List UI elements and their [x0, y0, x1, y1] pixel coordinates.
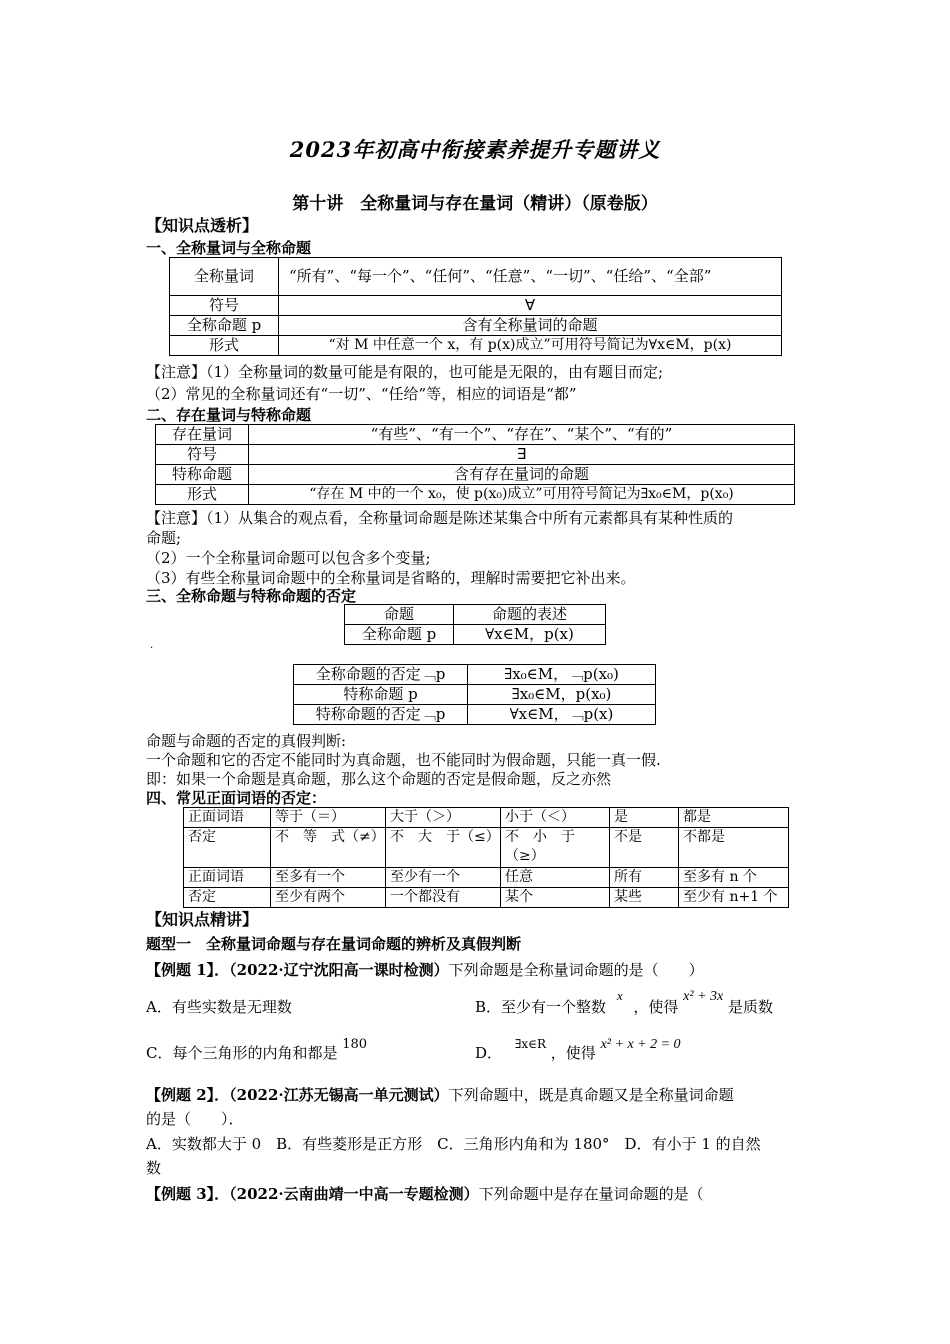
option-d-mid: ，使得 [550, 1044, 596, 1062]
table-cell: 是 [610, 808, 679, 828]
example1 [146, 960, 704, 980]
table-cell: 不是 [610, 828, 679, 868]
table-cell: 不 等 式（≠） [271, 828, 386, 868]
table-cell: 一个都没有 [386, 888, 501, 908]
example2-question: 下列命题中，既是真命题又是全称量词命题 [448, 1086, 734, 1104]
table-cell: 命题 [345, 605, 454, 625]
table-cell: 所有 [610, 868, 679, 888]
table-cell: 含有全称量词的命题 [279, 316, 782, 336]
knowledge-heading: 【知识点透析】 [146, 216, 259, 235]
note-text: 【注意】（1）全称量词的数量可能是有限的，也可能是无限的，由有题目而定; [146, 363, 664, 381]
option-b-var: x [616, 988, 623, 1003]
judge-text: 即：如果一个命题是真命题，那么这个命题的否定是假命题，反之亦然 [146, 770, 612, 788]
lecture-subtitle: 第十讲 全称量词与存在量词（精讲）（原卷版） [292, 194, 658, 214]
negation-table-1 [344, 604, 606, 645]
table-cell: 正面词语 [184, 808, 271, 828]
table-cell: ∀x∈M，﹁p(x) [468, 705, 656, 725]
option-d-text: D． [475, 1044, 503, 1062]
table-cell: 含有存在量词的命题 [249, 465, 795, 485]
option-b [475, 988, 774, 1019]
note-text: （3）有些全称量词命题中的全称量词是省略的，理解时需要把它补出来。 [146, 569, 636, 587]
note-text: （2）一个全称量词命题可以包含多个变量; [146, 549, 431, 567]
example3-question: 下列命题中是存在量词命题的是（ [478, 1185, 704, 1203]
lecture-heading: 【知识点精讲】 [146, 910, 259, 929]
negation-table-2 [293, 664, 656, 725]
example2-options: A．实数都大于 0 B．有些菱形是正方形 C．三角形内角和为 180° D．有小于 1 的自然 [146, 1135, 761, 1153]
table-cell: 至多有 n 个 [679, 868, 789, 888]
table-cell: 否定 [184, 828, 271, 868]
option-b-tail: ，使得 [633, 998, 679, 1016]
table-cell: 全称命题 p [345, 625, 454, 645]
option-c [146, 1037, 368, 1065]
table-cell: ∃ [249, 445, 795, 465]
table-cell: 小于（＜） [501, 808, 610, 828]
note-text: 命题; [146, 529, 182, 547]
table-cell: 某个 [501, 888, 610, 908]
table-cell: ∃x₀∈M，﹁p(x₀) [468, 665, 656, 685]
example3-head: 【例题 3】．（2022·云南曲靖一中高一专题检测） [146, 1185, 479, 1203]
section4-heading: 四、常见正面词语的否定： [146, 789, 327, 807]
table-cell: 形式 [156, 485, 249, 505]
section3-heading: 三、全称命题与特称命题的否定 [146, 587, 357, 605]
table-cell: 大于（＞） [386, 808, 501, 828]
table-cell: “对 M 中任意一个 x，有 p(x)成立”可用符号简记为∀x∈M，p(x) [279, 336, 782, 356]
option-a: A．有些实数是无理数 [146, 998, 292, 1016]
universal-quantifier-table [169, 257, 782, 356]
example1-question: 下列命题是全称量词命题的是（ ） [448, 961, 704, 979]
table-cell: 不 大 于（≤） [386, 828, 501, 868]
example2-head: 【例题 2】．（2022·江苏无锡高一单元测试） [146, 1086, 449, 1104]
table-cell: 全称量词 [170, 258, 279, 296]
example1-head: 【例题 1】．（2022·辽宁沈阳高一课时检测） [146, 961, 449, 979]
judge-title: 命题与命题的否定的真假判断: [146, 732, 347, 750]
table-cell: 任意 [501, 868, 610, 888]
page-title: 2023年初高中衔接素养提升专题讲义 [289, 137, 661, 162]
table-cell: ∀x∈M，p(x) [454, 625, 606, 645]
example2-line4: 数 [146, 1159, 162, 1177]
table-cell: 至少有一个 [386, 868, 501, 888]
table-cell: 形式 [170, 336, 279, 356]
table-cell: 至少有两个 [271, 888, 386, 908]
table-cell: 全称命题 p [170, 316, 279, 336]
table-cell: 特称命题 p [294, 685, 468, 705]
note-text: （2）常见的全称量词还有“一切”、“任给”等，相应的词语是“都” [146, 385, 577, 403]
table-cell: “存在 M 中的一个 x₀，使 p(x₀)成立”可用符号简记为∃x₀∈M，p(x₀) [249, 485, 795, 505]
table-cell: 正面词语 [184, 868, 271, 888]
table-cell: 不都是 [679, 828, 789, 868]
table-cell: “有些”、“有一个”、“存在”、“某个”、“有的” [249, 425, 795, 445]
stray-dot: . [150, 640, 154, 651]
negation-words-table [183, 807, 789, 908]
type1-heading: 题型一 全称量词命题与存在量词命题的辨析及真假判断 [146, 935, 522, 953]
table-cell: 等于（＝） [271, 808, 386, 828]
option-b-expr: x² + 3x [683, 989, 724, 1004]
note-text: 【注意】（1）从集合的观点看，全称量词命题是陈述某集合中所有元素都具有某种性质的 [146, 509, 734, 527]
table-cell: 否定 [184, 888, 271, 908]
section2-heading: 二、存在量词与特称命题 [146, 406, 312, 424]
existential-quantifier-table [155, 424, 795, 505]
table-cell: 不 小 于（≥） [501, 828, 610, 868]
table-cell: 特称命题 [156, 465, 249, 485]
table-cell: 符号 [156, 445, 249, 465]
table-cell: 存在量词 [156, 425, 249, 445]
example3 [146, 1184, 704, 1204]
table-cell: 至多有一个 [271, 868, 386, 888]
table-cell: 至少有 n+1 个 [679, 888, 789, 908]
table-cell: 符号 [170, 296, 279, 316]
example2-line2: 的是（ ）． [146, 1110, 244, 1128]
option-c-value: 180 [342, 1037, 368, 1052]
option-b-text: B．至少有一个整数 [475, 998, 607, 1016]
option-d [475, 1037, 681, 1065]
table-cell: 命题的表述 [454, 605, 606, 625]
table-cell: 特称命题的否定﹁p [294, 705, 468, 725]
table-cell: 某些 [610, 888, 679, 908]
option-d-equation: x² + x + 2 = 0 [600, 1037, 681, 1052]
table-cell: 全称命题的否定﹁p [294, 665, 468, 685]
judge-text: 一个命题和它的否定不能同时为真命题，也不能同时为假命题，只能一真一假. [146, 751, 661, 769]
option-b-end: 是质数 [728, 998, 774, 1016]
table-cell: 都是 [679, 808, 789, 828]
example2 [146, 1085, 734, 1105]
section1-heading: 一、全称量词与全称命题 [146, 239, 312, 257]
table-cell: “所有”、“每一个”、“任何”、“任意”、“一切”、“任给”、“全部” [279, 258, 782, 296]
option-c-text: C．每个三角形的内角和都是 [146, 1044, 338, 1062]
table-cell: ∀ [279, 296, 782, 316]
option-d-expr: ∃x∈R [514, 1037, 547, 1051]
table-cell: ∃x₀∈M，p(x₀) [468, 685, 656, 705]
